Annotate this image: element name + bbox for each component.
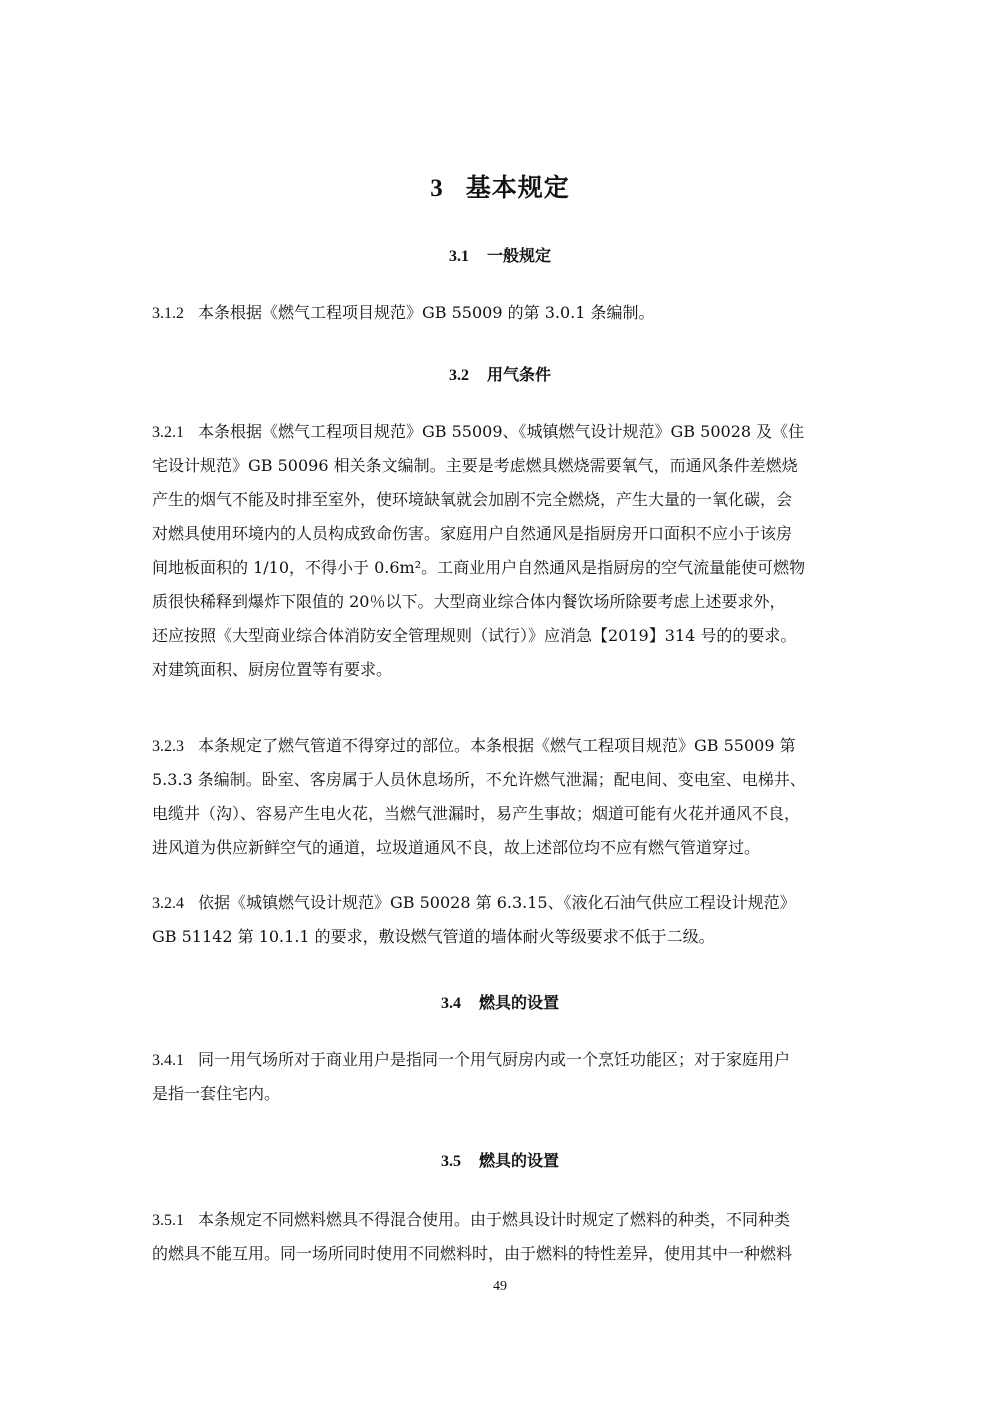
section-number: 3.1 [448,248,469,265]
paragraph-line: 电缆井（沟）、容易产生电火花，当燃气泄漏时，易产生事故；烟道可能有火花并通风不良， [152,804,801,823]
clause-3-5-1 [152,1203,852,1271]
paragraph-line: 5.3.3 条编制。卧室、客房属于人员休息场所，不允许燃气泄漏；配电间、变电室、电梯井、 [152,770,806,789]
section-title-text: 一般规定 [486,246,551,265]
paragraph-text: 依据《城镇燃气设计规范》GB 50028 第 6.3.15、《液化石油气供应工程设计规范》 [198,893,796,912]
paragraph-line [152,1203,852,1237]
paragraph-line [152,729,852,763]
clause-number: 3.5.1 [152,1212,184,1229]
clause-number: 3.4.1 [152,1052,184,1069]
paragraph-line: 是指一套住宅内。 [152,1084,281,1103]
clause-3-2-4 [152,886,852,954]
paragraph-line: 进风道为供应新鲜空气的通道，垃圾道通风不良，故上述部位均不应有燃气管道穿过。 [152,838,761,857]
clause-number: 3.2.1 [152,424,184,441]
chapter-title-text: 基本规定 [465,173,570,202]
section-number: 3.5 [440,1153,461,1170]
paragraph-text: 同一用气场所对于商业用户是指同一个用气厨房内或一个烹饪功能区；对于家庭用户 [198,1050,791,1069]
section-title-text: 燃具的设置 [478,993,559,1012]
chapter-title [0,168,1000,204]
paragraph-text: 本条根据《燃气工程项目规范》GB 55009、《城镇燃气设计规范》GB 50028 及《住 [198,422,805,441]
page-number: 49 [493,1279,507,1294]
paragraph-text: 本条规定不同燃料燃具不得混合使用。由于燃具设计时规定了燃料的种类，不同种类 [198,1210,791,1229]
paragraph-line [152,886,852,920]
paragraph-text: 本条规定了燃气管道不得穿过的部位。本条根据《燃气工程项目规范》GB 55009 第 [198,736,796,755]
paragraph-line [152,1043,852,1077]
section-title-text: 燃具的设置 [478,1151,559,1170]
clause-3-2-1 [152,415,852,687]
clause-3-2-3 [152,729,852,865]
section-number: 3.4 [440,995,461,1012]
paragraph-line: GB 51142 第 10.1.1 的要求，敷设燃气管道的墙体耐火等级要求不低于二级。 [152,927,715,946]
clause-3-4-1 [152,1043,852,1111]
chapter-number: 3 [430,175,444,202]
section-heading-3-5 [0,1148,1000,1171]
paragraph-line [152,296,852,330]
clause-number: 3.2.4 [152,895,184,912]
section-number: 3.2 [448,367,469,384]
paragraph-line: 间地板面积的 1/10，不得小于 0.6m²。工商业用户自然通风是指厨房的空气流量能使可燃物 [152,558,806,577]
clause-3-1-2 [152,296,852,330]
section-title-text: 用气条件 [486,365,551,384]
paragraph-line: 的燃具不能互用。同一场所同时使用不同燃料时，由于燃料的特性差异，使用其中一种燃料 [152,1244,793,1263]
clause-number: 3.1.2 [152,305,184,322]
section-heading-3-4 [0,990,1000,1013]
section-heading-3-1 [0,243,1000,266]
paragraph-line [152,415,852,449]
paragraph-line: 对建筑面积、厨房位置等有要求。 [152,660,393,679]
paragraph-line: 对燃具使用环境内的人员构成致命伤害。家庭用户自然通风是指厨房开口面积不应小于该房 [152,524,793,543]
clause-number: 3.2.3 [152,738,184,755]
paragraph-line: 宅设计规范》GB 50096 相关条文编制。主要是考虑燃具燃烧需要氧气，而通风条件差燃烧 [152,456,798,475]
paragraph-text: 本条根据《燃气工程项目规范》GB 55009 的第 3.0.1 条编制。 [198,303,655,322]
paragraph-line: 产生的烟气不能及时排至室外，使环境缺氧就会加剧不完全燃烧，产生大量的一氧化碳，会 [152,490,793,509]
section-heading-3-2 [0,362,1000,385]
paragraph-line: 还应按照《大型商业综合体消防安全管理规则（试行）》应消急【2019】314 号的的要求。 [152,626,797,645]
paragraph-line: 质很快稀释到爆炸下限值的 20％以下。大型商业综合体内餐饮场所除要考虑上述要求外， [152,592,786,611]
